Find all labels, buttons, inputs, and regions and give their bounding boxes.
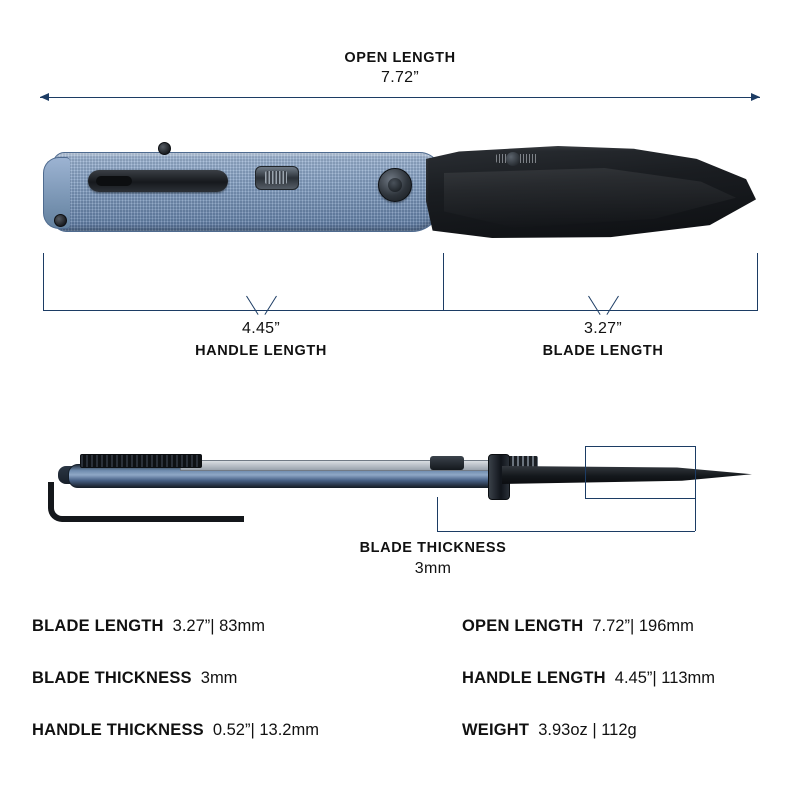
blade-thickness-extension xyxy=(585,446,586,498)
spec-name: HANDLE THICKNESS xyxy=(32,720,204,739)
clip-screw-bottom xyxy=(54,214,67,227)
spec-value: 3mm xyxy=(200,668,238,687)
spec-value: 0.52”| 13.2mm xyxy=(212,720,319,739)
blade-thickness-extension-right xyxy=(695,446,696,498)
spec-name: HANDLE LENGTH xyxy=(462,668,606,687)
spec-name: WEIGHT xyxy=(462,720,530,739)
spec-value: 7.72”| 196mm xyxy=(592,616,694,635)
spec-cell-blade-thickness xyxy=(0,669,400,688)
spec-row xyxy=(0,652,800,704)
open-length-callout xyxy=(280,50,520,87)
knife-blade xyxy=(426,146,756,238)
handle-length-extension-mid xyxy=(443,253,444,311)
blade-thickness-upper-line xyxy=(585,446,695,447)
blade-thickness-lower-line xyxy=(585,498,695,499)
blade-thickness-label: BLADE THICKNESS xyxy=(359,540,507,556)
spec-cell-weight xyxy=(400,721,800,740)
specification-table xyxy=(0,600,800,756)
open-length-value: 7.72” xyxy=(381,69,419,86)
blade-profile-body xyxy=(502,466,752,484)
open-length-arrow-left xyxy=(40,93,49,101)
clip-profile-top xyxy=(80,454,202,468)
lock-bar-slider xyxy=(255,166,299,190)
blade-stop-pin xyxy=(506,152,520,166)
knife-edge-view-illustration xyxy=(40,440,760,530)
handle-length-leader-2 xyxy=(264,296,277,315)
spec-row xyxy=(0,704,800,756)
blade-length-leader-2 xyxy=(606,296,619,315)
blade-profile xyxy=(502,466,752,484)
blade-thickness-leader-line xyxy=(437,531,695,532)
handle-length-label: HANDLE LENGTH xyxy=(195,343,327,359)
blade-thickness-leader-drop xyxy=(437,497,438,531)
spec-cell-handle-length xyxy=(400,669,800,688)
handle-length-leader xyxy=(246,296,259,315)
spec-name: OPEN LENGTH xyxy=(462,616,584,635)
clip-screw-top xyxy=(158,142,171,155)
spec-name: BLADE THICKNESS xyxy=(32,668,192,687)
handle-length-callout xyxy=(141,320,381,359)
handle-blade-dimension-line xyxy=(43,310,758,311)
blade-thickness-leader-drop-right xyxy=(695,498,696,531)
spec-cell-blade-length xyxy=(0,617,400,636)
blade-length-callout xyxy=(483,320,723,359)
handle-length-value: 4.45” xyxy=(242,320,280,337)
open-length-dimension-line xyxy=(40,97,760,98)
spec-name: BLADE LENGTH xyxy=(32,616,164,635)
spec-value: 3.27”| 83mm xyxy=(172,616,265,635)
lock-bar-profile xyxy=(430,456,464,470)
pivot-screw xyxy=(378,168,412,202)
clip-profile xyxy=(48,482,244,522)
open-length-label: OPEN LENGTH xyxy=(344,50,456,66)
pocket-clip xyxy=(88,170,228,192)
blade-thickness-callout xyxy=(253,540,613,578)
open-length-arrow-right xyxy=(751,93,760,101)
spec-cell-handle-thickness xyxy=(0,721,400,740)
knife-open-view-illustration xyxy=(40,130,760,260)
spec-value: 3.93oz | 112g xyxy=(538,720,637,739)
blade-length-leader xyxy=(588,296,601,315)
spec-value: 4.45”| 113mm xyxy=(614,668,716,687)
blade-length-label: BLADE LENGTH xyxy=(542,343,664,359)
spec-cell-open-length xyxy=(400,617,800,636)
spec-row xyxy=(0,600,800,652)
blade-thickness-value: 3mm xyxy=(414,560,452,577)
handle-length-extension-left xyxy=(43,253,44,311)
blade-length-value: 3.27” xyxy=(584,320,622,337)
blade-length-extension-right xyxy=(757,253,758,311)
